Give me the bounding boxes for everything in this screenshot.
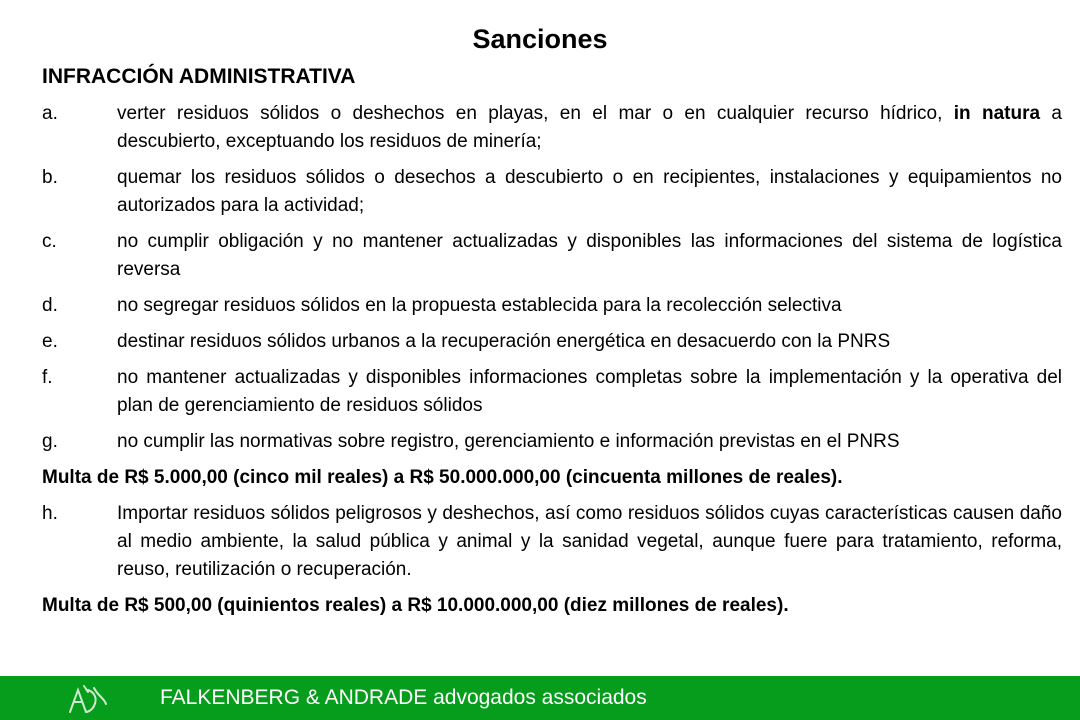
list-item (42, 500, 1062, 584)
firm-logo-icon (64, 682, 108, 716)
item-text: no cumplir las normativas sobre registro, gerenciamiento e información previstas en el PNRS (117, 431, 900, 452)
fine-statement: Multa de R$ 500,00 (quinientos reales) a R$ 10.000.000,00 (diez millones de reales). (42, 595, 789, 616)
list-item (42, 428, 1062, 456)
footer-bar (0, 676, 1080, 720)
firm-name: FALKENBERG & ANDRADE advogados associados (160, 686, 647, 709)
list-item (42, 228, 1062, 284)
item-text: no cumplir obligación y no mantener actualizadas y disponibles las informaciones del sistema de logística reversa (117, 231, 1062, 280)
item-text: no mantener actualizadas y disponibles informaciones completas sobre la implementación y la operativa del plan de gerenciamiento de residuos sólidos (117, 367, 1062, 416)
item-letter: b. (42, 167, 58, 188)
list-item (42, 328, 1062, 356)
item-text: Importar residuos sólidos peligrosos y deshechos, así como residuos sólidos cuyas características causen daño al medio ambiente, la salud pública y animal y la sanidad vegetal, aunque fuere para tratamiento, reforma, reuso, reutilización o recuperación. (117, 503, 1062, 580)
item-letter: e. (42, 331, 58, 352)
item-letter: g. (42, 431, 58, 452)
list-item (42, 100, 1062, 156)
sanctions-list (42, 100, 1062, 628)
item-letter: f. (42, 367, 53, 388)
item-text: destinar residuos sólidos urbanos a la recuperación energética en desacuerdo con la PNRS (117, 331, 891, 352)
list-item (42, 364, 1062, 420)
item-text: no segregar residuos sólidos en la propuesta establecida para la recolección selectiva (117, 295, 842, 316)
item-letter: d. (42, 295, 58, 316)
item-text: quemar los residuos sólidos o desechos a descubierto o en recipientes, instalaciones y equipamientos no autorizados para la actividad; (117, 167, 1062, 216)
section-heading: INFRACCIÓN ADMINISTRATIVA (42, 65, 356, 88)
item-letter: a. (42, 103, 58, 124)
item-letter: c. (42, 231, 57, 252)
slide-title: Sanciones (472, 24, 608, 54)
item-letter: h. (42, 503, 58, 524)
fine-statement: Multa de R$ 5.000,00 (cinco mil reales) a R$ 50.000.000,00 (cincuenta millones de reales). (42, 467, 843, 488)
list-item (42, 292, 1062, 320)
item-text: verter residuos sólidos o deshechos en playas, en el mar o en cualquier recurso hídrico, in natura a descubierto, exceptuando los residuos de minería; (117, 103, 1062, 152)
list-item (42, 164, 1062, 220)
